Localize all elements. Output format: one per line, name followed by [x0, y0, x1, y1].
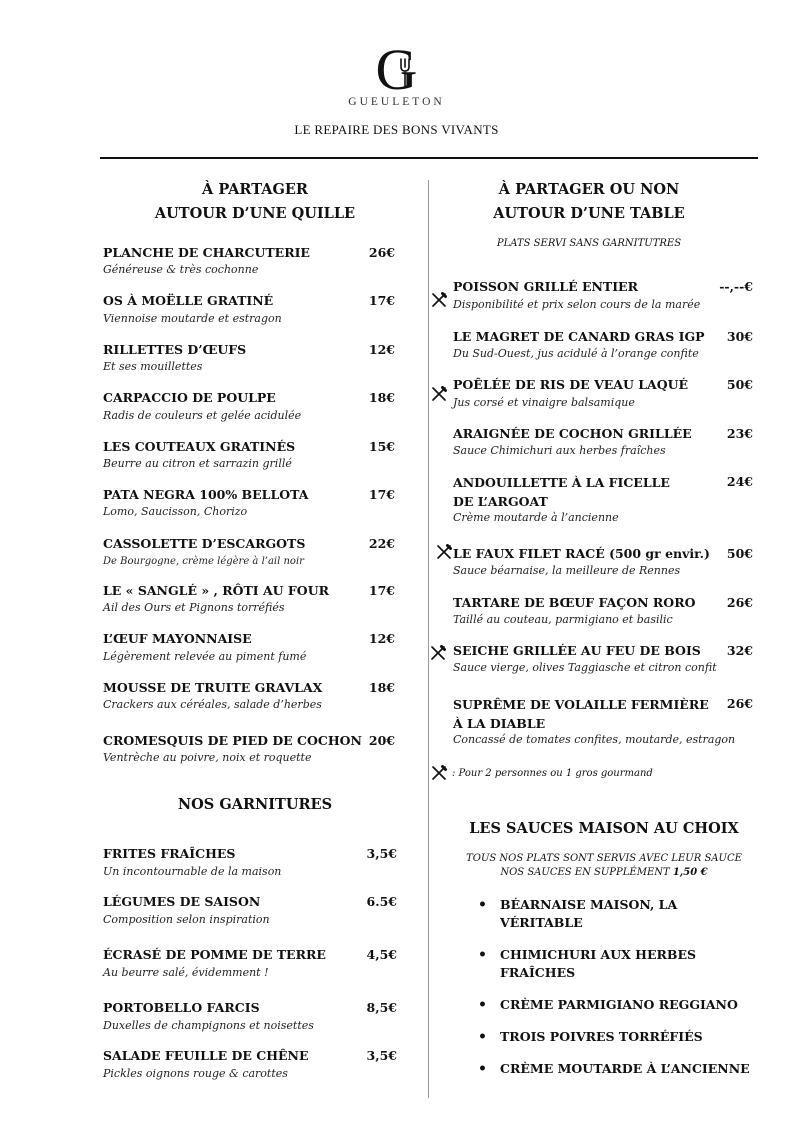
item-price: 17€: [368, 293, 395, 308]
item-price: 17€: [368, 583, 395, 598]
item-description: Légèrement relevée au piment fumé: [103, 650, 307, 663]
header-divider: [100, 157, 758, 159]
menu-item: [103, 341, 395, 377]
menu-item: [453, 545, 753, 581]
sauce-item: • TROIS POIVRES TORRÉFIÉS: [474, 1028, 764, 1046]
item-name: FRITES FRAÎCHES: [103, 846, 236, 861]
item-name: CROMESQUIS DE PIED DE COCHON: [103, 733, 362, 748]
item-description: Lomo, Saucisson, Chorizo: [103, 505, 248, 518]
menu-item: [103, 845, 397, 881]
item-price: 26€: [368, 245, 395, 260]
left-heading-line1: À PARTAGER: [202, 181, 308, 198]
item-name: ÉCRASÉ DE POMME DE TERRE: [103, 947, 326, 962]
menu-item: [453, 642, 753, 678]
item-price: 20€: [368, 733, 395, 748]
item-price: 23€: [726, 426, 753, 441]
item-price: 4,5€: [366, 947, 397, 962]
item-description: Viennoise moutarde et estragon: [103, 312, 282, 325]
menu-item: [103, 732, 395, 768]
fork-knife-icon: [431, 765, 447, 781]
item-name: L’ŒUF MAYONNAISE: [103, 631, 252, 646]
item-price: 15€: [368, 439, 395, 454]
item-price: 17€: [368, 487, 395, 502]
item-price: 3,5€: [366, 1048, 397, 1063]
item-name: TARTARE DE BŒUF FAÇON RORO: [453, 595, 696, 610]
item-name: RILLETTES D’ŒUFS: [103, 342, 247, 357]
right-heading-line1: À PARTAGER OU NON: [498, 181, 680, 198]
item-price: 18€: [368, 680, 395, 695]
fork-knife-icon: [430, 645, 446, 661]
item-name: PATA NEGRA 100% BELLOTA: [103, 487, 309, 502]
sauces-heading: LES SAUCES MAISON AU CHOIX: [469, 820, 739, 837]
item-name: LE « SANGLÉ » , RÔTI AU FOUR: [103, 583, 329, 598]
sauces-note-prefix: NOS SAUCES EN SUPPLÉMENT: [500, 867, 673, 878]
item-price: 26€: [726, 696, 753, 711]
sauce-item: • BÉARNAISE MAISON, LA VÉRITABLE: [474, 896, 704, 932]
left-heading: [100, 178, 410, 226]
menu-item: [103, 999, 397, 1035]
item-description: Généreuse & très cochonne: [103, 263, 259, 276]
item-description: Et ses mouillettes: [103, 360, 203, 373]
item-price: 30€: [726, 329, 753, 344]
menu-item: [453, 695, 753, 751]
item-price: 8,5€: [366, 1000, 397, 1015]
item-name: LE FAUX FILET RACÉ (500 gr envir.): [453, 546, 710, 561]
sauces-note-line1: TOUS NOS PLATS SONT SERVIS AVEC LEUR SAUCE: [466, 853, 742, 864]
item-description: Ventrèche au poivre, noix et roquette: [103, 751, 312, 764]
item-description: Radis de couleurs et gelée acidulée: [103, 409, 302, 422]
menu-item: [103, 946, 397, 982]
sauces-note-price: 1,50 €: [672, 867, 708, 878]
item-price: 3,5€: [366, 846, 397, 861]
item-name: MOUSSE DE TRUITE GRAVLAX: [103, 680, 323, 695]
item-price: --,--€: [719, 279, 753, 294]
item-name: LE MAGRET DE CANARD GRAS IGP: [453, 329, 705, 344]
item-description: Concassé de tomates confites, moutarde, estragon: [453, 733, 736, 746]
menu-item: [103, 679, 395, 715]
menu-item: [103, 630, 395, 666]
item-price: 50€: [726, 377, 753, 392]
menu-item: [103, 438, 395, 474]
sauces-note-line2: [440, 866, 768, 880]
item-description: Taillé au couteau, parmigiano et basilic: [453, 613, 673, 626]
menu-item: [103, 1047, 397, 1083]
item-name: LES COUTEAUX GRATINÉS: [103, 439, 296, 454]
item-price: 6.5€: [366, 894, 397, 909]
item-price: 12€: [368, 631, 395, 646]
left-heading-line2: AUTOUR D’UNE QUILLE: [154, 205, 356, 222]
item-description: Au beurre salé, évidemment !: [103, 966, 269, 979]
right-note: PLATS SERVI SANS GARNITUTRES: [496, 238, 682, 249]
item-name: PORTOBELLO FARCIS: [103, 1000, 260, 1015]
item-price: 26€: [726, 595, 753, 610]
tagline: LE REPAIRE DES BONS VIVANTS: [294, 122, 499, 137]
fork-icon: [398, 58, 412, 88]
item-description: Crème moutarde à l’ancienne: [453, 511, 619, 524]
item-name: SALADE FEUILLE DE CHÊNE: [103, 1048, 309, 1063]
menu-item: [103, 582, 395, 618]
item-price: 12€: [368, 342, 395, 357]
sauce-item: • CRÈME MOUTARDE À L’ANCIENNE: [474, 1060, 764, 1078]
sauce-item: • CHIMICHURI AUX HERBES FRAÎCHES: [474, 946, 704, 982]
fork-knife-icon: [436, 544, 452, 560]
item-description: Jus corsé et vinaigre balsamique: [453, 396, 635, 409]
item-price: 50€: [726, 546, 753, 561]
item-description: Beurre au citron et sarrazin grillé: [103, 457, 292, 470]
menu-item: [453, 473, 753, 529]
item-description: Duxelles de champignons et noisettes: [103, 1019, 314, 1032]
item-description: Du Sud-Ouest, jus acidulé à l’orange confite: [453, 347, 699, 360]
item-description: Sauce vierge, olives Taggiasche et citron confit: [453, 661, 717, 674]
fork-knife-icon: [431, 292, 447, 308]
item-description: Sauce Chimichuri aux herbes fraîches: [453, 444, 666, 457]
item-description: De Bourgogne, crème légère à l’ail noir: [103, 556, 304, 567]
item-price: 18€: [368, 390, 395, 405]
menu-item: [103, 244, 395, 280]
menu-item: [103, 292, 395, 328]
menu-item: [103, 486, 395, 522]
item-description: Pickles oignons rouge & carottes: [103, 1067, 288, 1080]
menu-item: [103, 893, 397, 929]
menu-item: [103, 389, 395, 425]
menu-item: [453, 376, 753, 412]
item-name: CASSOLETTE D’ESCARGOTS: [103, 536, 306, 551]
sauces-note: [440, 852, 768, 880]
menu-item: [453, 328, 753, 364]
item-description: Un incontournable de la maison: [103, 865, 282, 878]
sauce-list: [474, 896, 764, 1078]
menu-item: [103, 535, 395, 571]
item-name: PLANCHE DE CHARCUTERIE: [103, 245, 310, 260]
item-description: Disponibilité et prix selon cours de la marée: [453, 298, 701, 311]
item-name: LÉGUMES DE SAISON: [103, 894, 261, 909]
sauce-item: • CRÈME PARMIGIANO REGGIANO: [474, 996, 764, 1014]
menu-item: [453, 278, 753, 314]
item-description: Ail des Ours et Pignons torréfiés: [103, 601, 285, 614]
legend-text: : Pour 2 personnes ou 1 gros gourmand: [452, 768, 653, 779]
item-name: SEICHE GRILLÉE AU FEU DE BOIS: [453, 643, 701, 658]
right-heading-line2: AUTOUR D’UNE TABLE: [493, 205, 685, 222]
item-price: 22€: [368, 536, 395, 551]
item-description: Sauce béarnaise, la meilleure de Rennes: [453, 564, 681, 577]
menu-item: [453, 594, 753, 630]
brand-name: GUEULETON: [348, 96, 445, 108]
item-name: POÊLÉE DE RIS DE VEAU LAQUÉ: [453, 377, 689, 392]
menu-item: [453, 425, 753, 461]
item-description: Crackers aux céréales, salade d’herbes: [103, 698, 322, 711]
garnitures-heading: NOS GARNITURES: [177, 796, 333, 813]
item-name: ARAIGNÉE DE COCHON GRILLÉE: [453, 426, 692, 441]
column-divider: [428, 180, 429, 1098]
item-description: Composition selon inspiration: [103, 913, 270, 926]
item-name: SUPRÊME DE VOLAILLE FERMIÈRE À LA DIABLE: [453, 697, 709, 731]
item-name: ANDOUILLETTE À LA FICELLE DE L’ARGOAT: [453, 475, 670, 509]
item-name: CARPACCIO DE POULPE: [103, 390, 276, 405]
item-price: 32€: [726, 643, 753, 658]
item-price: 24€: [726, 474, 753, 489]
item-name: OS À MOËLLE GRATINÉ: [103, 293, 274, 308]
logo-monogram: [375, 37, 418, 102]
item-name: POISSON GRILLÉ ENTIER: [453, 279, 638, 294]
right-heading: [440, 178, 738, 226]
fork-knife-icon: [431, 386, 447, 402]
logo-letter: G: [375, 37, 418, 102]
